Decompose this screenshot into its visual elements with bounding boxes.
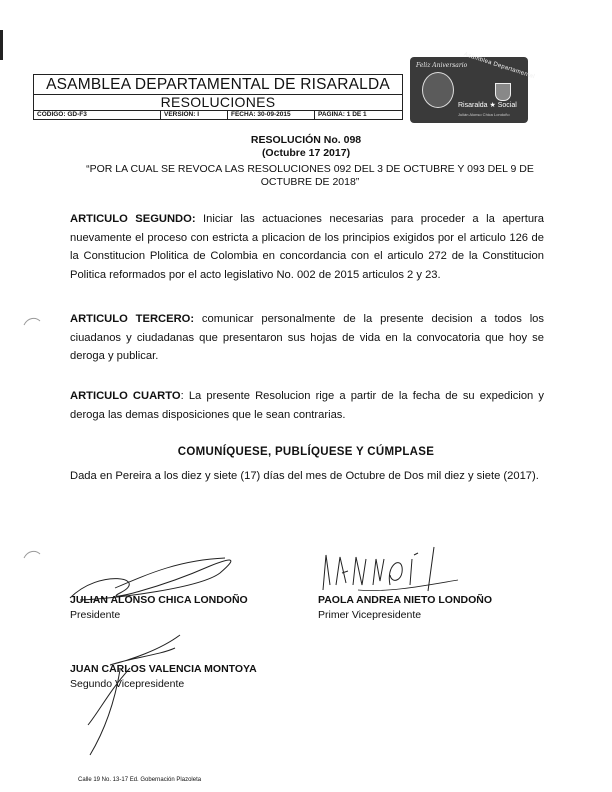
section-name: RESOLUCIONES bbox=[34, 95, 403, 111]
logo-brand: Risaralda ★ Social bbox=[458, 102, 517, 109]
signatory-name: PAOLA ANDREA NIETO LONDOÑO bbox=[318, 594, 493, 606]
shield-icon bbox=[495, 83, 511, 101]
document-code: CÓDIGO: GD-F3 bbox=[34, 111, 161, 120]
seal-icon bbox=[422, 72, 454, 108]
article-heading: ARTICULO SEGUNDO: bbox=[70, 213, 196, 225]
scan-edge-line bbox=[0, 30, 3, 60]
article-heading: ARTICULO TERCERO: bbox=[70, 313, 195, 325]
resolution-number: RESOLUCIÓN No. 098 bbox=[250, 134, 362, 146]
signatory-name: JUAN CARLOS VALENCIA MONTOYA bbox=[70, 663, 257, 675]
signatory-role: Presidente bbox=[70, 609, 121, 621]
signatory-role: Primer Vicepresidente bbox=[318, 609, 422, 621]
closing-formula: COMUNÍQUESE, PUBLÍQUESE Y CÚMPLASE bbox=[177, 446, 435, 458]
article-fourth bbox=[70, 387, 544, 424]
logo-arc-text: Asamblea Departamental bbox=[462, 51, 536, 81]
logo-small-text: Julián Alonso Chica Londoño bbox=[458, 112, 510, 117]
resolution-title: “POR LA CUAL SE REVOCA LAS RESOLUCIONES 092 DEL 3 DE OCTUBRE Y 093 DEL 9 DE OCTUBRE DE 2018” bbox=[86, 163, 534, 188]
document-date: FECHA: 30-09-2015 bbox=[228, 111, 315, 120]
document-version: VERSIÓN: I bbox=[161, 111, 228, 120]
article-second bbox=[70, 210, 544, 284]
article-text: : La presente Resolucion rige a partir de la fecha de su expedicion y deroga las demas disposiciones que le sean contrarias. bbox=[70, 390, 545, 421]
issued-statement: Dada en Pereira a los diez y siete (17) días del mes de Octubre de Dos mil diez y siete (2017). bbox=[70, 470, 539, 482]
signature-second-vicepresident bbox=[70, 630, 190, 760]
institution-name: ASAMBLEA DEPARTAMENTAL DE RISARALDA bbox=[34, 75, 403, 95]
signatory-role: Segundo Vicepresidente bbox=[70, 678, 185, 690]
logo-motto: Feliz Aniversario bbox=[416, 62, 468, 69]
footer-address: Calle 19 No. 13-17 Ed. Gobernación Plazoleta bbox=[78, 777, 202, 783]
scan-mark-icon bbox=[22, 315, 42, 327]
scan-mark-icon bbox=[22, 548, 42, 560]
article-text: comunicar personalmente de la presente decision a todos los ciuadanos y ciudadanas que presentaron sus hojas de vida en la convocatoria que hoy se deroga y publicar. bbox=[70, 313, 544, 362]
signatory-name: JULIAN ALONSO CHICA LONDOÑO bbox=[70, 594, 248, 606]
article-third bbox=[70, 310, 544, 366]
document-page: PAGINA: 1 DE 1 bbox=[315, 111, 403, 120]
document-header-table bbox=[33, 74, 403, 120]
resolution-date: (Octubre 17 2017) bbox=[261, 147, 351, 159]
assembly-logo bbox=[410, 51, 536, 123]
signature-first-vicepresident bbox=[318, 545, 468, 595]
article-heading: ARTICULO CUARTO bbox=[70, 390, 181, 402]
article-text: Iniciar las actuaciones necesarias para proceder a la apertura nuevamente el proceso con estricta a plicacion de los principios exigidos por el articulo 126 de la Constitucion Plolitica de Colombia en concordancia con el articulo 272 de la Constitucion Politica reformados por el acto legislativo No. 002 de 2015 articulos 2 y 23. bbox=[70, 213, 544, 281]
